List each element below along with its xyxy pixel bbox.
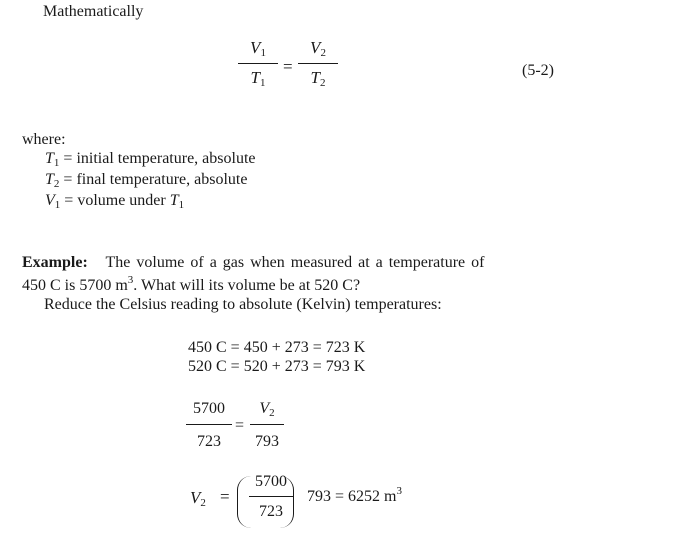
law-den-right-sub: 2 (319, 77, 326, 89)
result-equals: = (220, 487, 230, 506)
definition-row: $T_2$ = final temperature, absolute (45, 171, 248, 190)
ratio-fraction-left: 5700 723 (186, 400, 232, 451)
law-fraction-right (298, 38, 338, 89)
definition-row: $V_1$ = volume under $T_1$ (45, 192, 185, 211)
conversion-line: 520 C = 520 + 273 = 793 K (188, 358, 366, 375)
law-num-right-sub: 2 (320, 47, 326, 59)
ratio-fraction-right: $V_2$ 793 (250, 400, 284, 451)
example-line-1: Example: The volume of a gas when measured at a temperature of (22, 254, 485, 271)
law-num-left-sub: 1 (260, 47, 266, 59)
example-line-2: 450 C is 5700 $m^3$. What will its volume be at 520 C? (22, 274, 361, 294)
law-num-left: V (250, 38, 261, 57)
law-den-left-sub: 1 (259, 77, 266, 89)
ratio-equals: = (235, 417, 245, 434)
right-paren (279, 476, 294, 528)
intro-text: Mathematically (43, 3, 144, 20)
law-den-left: T (250, 68, 260, 87)
example-line-3: Reduce the Celsius reading to absolute (Kelvin) temperatures: (44, 296, 442, 313)
result-fraction: 5700 723 (249, 473, 293, 521)
result-rhs: 793 = 6252 $m^3$ (307, 485, 402, 505)
law-num-right: V (310, 38, 321, 57)
law-den-right: T (310, 68, 320, 87)
result-lhs: $V_2$ (190, 488, 206, 509)
law-fraction-left (238, 38, 278, 89)
where-label: where: (22, 131, 66, 148)
law-equals: = (283, 57, 293, 76)
example-label: Example: (22, 254, 88, 271)
equation-number: (5-2) (522, 62, 554, 79)
definition-row: $T_1$ = initial temperature, absolute (45, 150, 256, 169)
conversion-line: 450 C = 450 + 273 = 723 K (188, 339, 366, 356)
